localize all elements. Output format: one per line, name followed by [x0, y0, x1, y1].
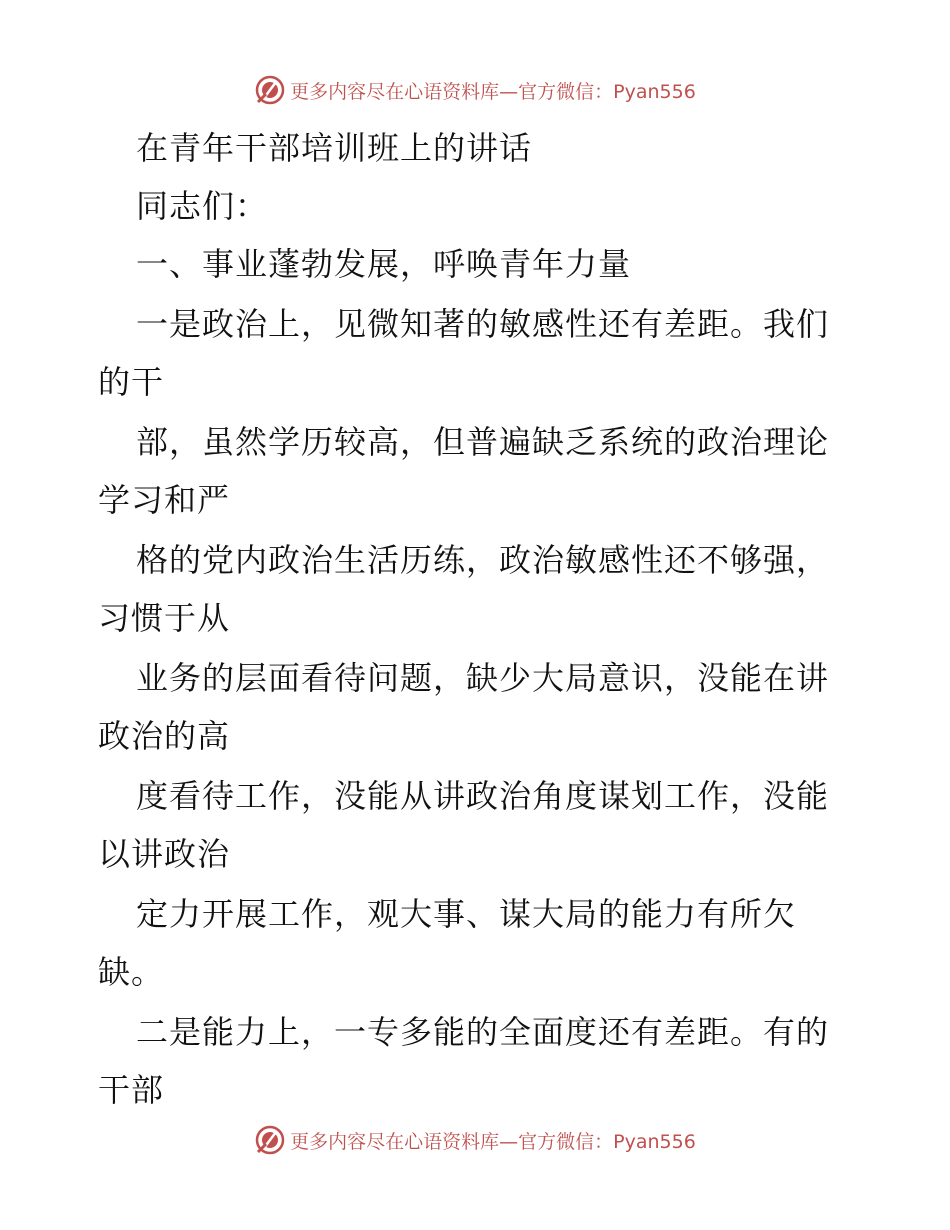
- paragraph-line: 的干: [98, 363, 165, 401]
- paragraph-line: 政治的高: [98, 717, 231, 755]
- paragraph-line: 干部: [98, 1071, 165, 1109]
- paragraph-line: 一是政治上，见微知著的敏感性还有差距。我们: [136, 305, 830, 343]
- header-watermark-banner: [0, 70, 950, 110]
- paragraph-line: 部，虽然学历较高，但普遍缺乏系统的政治理论: [136, 423, 830, 461]
- paragraph-line: 业务的层面看待问题，缺少大局意识，没能在讲: [136, 659, 830, 697]
- pen-logo-icon: [254, 1124, 286, 1156]
- paragraph-line: 度看待工作，没能从讲政治角度谋划工作，没能: [136, 777, 830, 815]
- pen-logo-icon: [254, 74, 286, 106]
- paragraph-line: 格的党内政治生活历练，政治敏感性还不够强，: [136, 541, 830, 579]
- banner-text: 更多内容尽在心语资料库—官方微信：Pyan556: [290, 80, 696, 103]
- footer-watermark-banner: [0, 1120, 950, 1160]
- paragraph-line: 习惯于从: [98, 599, 231, 637]
- paragraph-line: 二是能力上，一专多能的全面度还有差距。有的: [136, 1013, 830, 1051]
- salutation: 同志们：: [136, 187, 269, 225]
- paragraph-line: 定力开展工作，观大事、谋大局的能力有所欠: [136, 895, 797, 933]
- paragraph-line: 缺。: [98, 953, 165, 991]
- paragraph-line: 以讲政治: [98, 835, 231, 873]
- banner-text: 更多内容尽在心语资料库—官方微信：Pyan556: [290, 1130, 696, 1153]
- document-title: 在青年干部培训班上的讲话: [136, 129, 533, 167]
- paragraph-line: 学习和严: [98, 481, 231, 519]
- section-heading: 一、事业蓬勃发展，呼唤青年力量: [136, 245, 632, 283]
